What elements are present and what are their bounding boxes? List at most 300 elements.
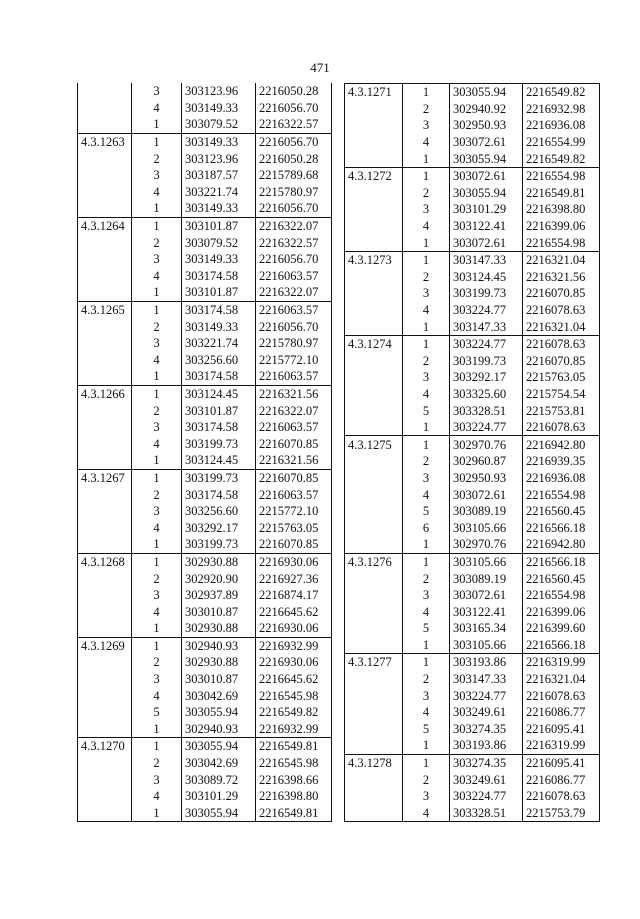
y-coordinate-cell: 2216398.80: [256, 788, 332, 805]
x-coordinate-cell: 303079.52: [182, 116, 256, 133]
parcel-id-cell: [78, 435, 132, 452]
parcel-id-cell: [78, 519, 132, 536]
table-row: [345, 285, 600, 302]
table-row: [78, 805, 332, 822]
y-coordinate-cell: 2216056.70: [256, 100, 332, 117]
y-coordinate-cell: 2216554.98: [523, 167, 600, 184]
table-row: [78, 486, 332, 503]
y-coordinate-cell: 2216063.57: [256, 419, 332, 436]
y-coordinate-cell: 2216930.06: [256, 620, 332, 637]
y-coordinate-cell: 2216322.07: [256, 284, 332, 301]
parcel-id-cell: [345, 721, 403, 738]
point-number-cell: 1: [132, 738, 182, 755]
x-coordinate-cell: 302940.92: [450, 101, 523, 118]
y-coordinate-cell: 2216070.85: [523, 353, 600, 370]
point-number-cell: 3: [153, 84, 160, 99]
table-row: [345, 771, 600, 788]
point-number-cell: 2: [422, 454, 430, 469]
point-number-cell: 4: [403, 805, 450, 822]
y-coordinate-cell: 2216566.18: [523, 553, 600, 570]
y-coordinate-cell: 2216321.04: [523, 251, 600, 268]
table-row: [345, 318, 600, 335]
y-coordinate-cell: 2216322.57: [256, 234, 332, 251]
table-row: [78, 687, 332, 704]
x-coordinate-cell: 303123.96: [182, 83, 256, 100]
x-coordinate-cell: 303174.58: [182, 419, 256, 436]
table-row: [78, 553, 332, 570]
y-coordinate-cell: 2216056.70: [256, 200, 332, 217]
y-coordinate-cell: 2216554.98: [523, 587, 600, 604]
x-coordinate-cell: 303055.94: [182, 738, 256, 755]
table-row: [345, 269, 600, 286]
x-coordinate-cell: 302930.88: [182, 654, 256, 671]
y-coordinate-cell: 2216070.85: [256, 435, 332, 452]
table-row: [78, 83, 332, 100]
table-row: [78, 184, 332, 201]
point-number-cell: 2: [422, 185, 430, 200]
point-number-cell: 3: [153, 772, 160, 787]
x-coordinate-cell: 303105.66: [450, 637, 523, 654]
parcel-id-cell: [78, 452, 132, 469]
point-number-cell: 1: [132, 469, 182, 486]
point-number-cell: 2: [153, 655, 160, 670]
point-number-cell: 2: [153, 151, 160, 166]
parcel-id-cell: [78, 687, 132, 704]
y-coordinate-cell: 2216398.66: [256, 771, 332, 788]
page-number: 471: [310, 60, 330, 75]
parcel-id-cell: [78, 335, 132, 352]
x-coordinate-cell: 303274.35: [450, 721, 523, 738]
y-coordinate-cell: 2216932.99: [256, 637, 332, 654]
y-coordinate-cell: 2216942.80: [523, 536, 600, 553]
point-number-cell: 1: [132, 553, 182, 570]
point-number-cell: 2: [422, 353, 430, 368]
parcel-id-cell: [345, 269, 403, 286]
table-row: [78, 519, 332, 536]
table-row: [345, 654, 600, 671]
table-row: [78, 268, 332, 285]
table-row: [345, 335, 600, 352]
y-coordinate-cell: 2216927.36: [256, 570, 332, 587]
parcel-id-cell: [345, 318, 403, 335]
table-row: [345, 201, 600, 218]
point-number-cell: 1: [153, 285, 160, 300]
point-number-cell: 3: [422, 688, 430, 703]
table-row: [78, 536, 332, 553]
x-coordinate-cell: 303089.72: [182, 771, 256, 788]
x-coordinate-cell: 303224.77: [450, 335, 523, 352]
parcel-id-cell: [345, 486, 403, 503]
y-coordinate-cell: 2216050.28: [256, 150, 332, 167]
point-number-cell: 1: [403, 654, 450, 671]
table-row: [78, 435, 332, 452]
coordinates-table-left: [77, 83, 332, 822]
parcel-id-cell: [78, 587, 132, 604]
parcel-id-cell: [78, 419, 132, 436]
table-row: [78, 570, 332, 587]
x-coordinate-cell: 303042.69: [182, 755, 256, 772]
point-number-cell: 1: [422, 235, 430, 250]
parcel-id-cell: 4.3.1270: [78, 738, 132, 755]
parcel-id-cell: [78, 755, 132, 772]
y-coordinate-cell: 2216063.57: [256, 486, 332, 503]
point-number-cell: 6: [422, 520, 430, 535]
y-coordinate-cell: 2216078.63: [523, 302, 600, 319]
x-coordinate-cell: 303101.87: [182, 284, 256, 301]
y-coordinate-cell: 2216399.06: [523, 603, 600, 620]
x-coordinate-cell: 303101.29: [182, 788, 256, 805]
y-coordinate-cell: 2216070.85: [256, 536, 332, 553]
point-number-cell: 2: [153, 487, 160, 502]
table-row: [345, 369, 600, 386]
parcel-id-cell: [345, 637, 403, 654]
point-number-cell: 3: [422, 118, 430, 133]
point-number-cell: 1: [132, 637, 182, 654]
y-coordinate-cell: 2216554.99: [523, 134, 600, 151]
point-number-cell: 3: [422, 202, 430, 217]
point-number-cell: 2: [153, 403, 160, 418]
y-coordinate-cell: 2216566.18: [523, 519, 600, 536]
table-row: [78, 116, 332, 133]
table-row: [345, 386, 600, 403]
parcel-id-cell: [78, 788, 132, 805]
x-coordinate-cell: 303224.77: [450, 788, 523, 805]
point-number-cell: 1: [132, 385, 182, 402]
y-coordinate-cell: 2215772.10: [256, 503, 332, 520]
parcel-id-cell: [345, 620, 403, 637]
x-coordinate-cell: 303079.52: [182, 234, 256, 251]
table-row: [345, 402, 600, 419]
point-number-cell: 1: [153, 369, 160, 384]
x-coordinate-cell: 303199.73: [450, 353, 523, 370]
y-coordinate-cell: 2216321.56: [523, 269, 600, 286]
point-number-cell: 1: [153, 537, 160, 552]
table-row: [78, 167, 332, 184]
parcel-id-cell: 4.3.1271: [345, 84, 403, 101]
y-coordinate-cell: 2216070.85: [523, 285, 600, 302]
table-row: [345, 737, 600, 754]
x-coordinate-cell: 303042.69: [182, 687, 256, 704]
parcel-id-cell: [345, 101, 403, 118]
x-coordinate-cell: 302960.87: [450, 453, 523, 470]
point-number-cell: 3: [153, 420, 160, 435]
point-number-cell: 1: [132, 133, 182, 150]
point-number-cell: 1: [422, 537, 430, 552]
point-number-cell: 1: [422, 738, 430, 753]
point-number-cell: 1: [403, 754, 450, 771]
table-row: [345, 134, 600, 151]
y-coordinate-cell: 2216545.98: [256, 687, 332, 704]
y-coordinate-cell: 2216063.57: [256, 368, 332, 385]
table-row: [345, 302, 600, 319]
x-coordinate-cell: 303105.66: [450, 519, 523, 536]
parcel-id-cell: 4.3.1278: [345, 754, 403, 771]
parcel-id-cell: [78, 620, 132, 637]
parcel-id-cell: [345, 369, 403, 386]
point-number-cell: 4: [422, 604, 430, 619]
y-coordinate-cell: 2216932.98: [523, 101, 600, 118]
table-row: [78, 671, 332, 688]
x-coordinate-cell: 303174.58: [182, 486, 256, 503]
parcel-id-cell: [345, 704, 403, 721]
table-row: [345, 637, 600, 654]
y-coordinate-cell: 2216554.98: [523, 234, 600, 251]
x-coordinate-cell: 303055.94: [182, 805, 256, 822]
x-coordinate-cell: 302950.93: [450, 117, 523, 134]
parcel-id-cell: [78, 570, 132, 587]
point-number-cell: 3: [422, 588, 430, 603]
table-row: [78, 150, 332, 167]
point-number-cell: 1: [132, 301, 182, 318]
table-row: [345, 620, 600, 637]
x-coordinate-cell: 303193.86: [450, 737, 523, 754]
x-coordinate-cell: 303199.73: [182, 435, 256, 452]
point-number-cell: 2: [422, 101, 430, 116]
table-row: [78, 335, 332, 352]
point-number-cell: 4: [153, 352, 160, 367]
parcel-id-cell: [78, 167, 132, 184]
parcel-id-cell: [345, 470, 403, 487]
x-coordinate-cell: 303072.61: [450, 234, 523, 251]
x-coordinate-cell: 302937.89: [182, 587, 256, 604]
point-number-cell: 3: [153, 336, 160, 351]
y-coordinate-cell: 2216063.57: [256, 268, 332, 285]
parcel-id-cell: [345, 771, 403, 788]
y-coordinate-cell: 2216545.98: [256, 755, 332, 772]
y-coordinate-cell: 2216874.17: [256, 587, 332, 604]
point-number-cell: 2: [153, 571, 160, 586]
x-coordinate-cell: 303072.61: [450, 587, 523, 604]
parcel-id-cell: [78, 805, 132, 822]
table-row: [345, 587, 600, 604]
parcel-id-cell: 4.3.1273: [345, 251, 403, 268]
y-coordinate-cell: 2216549.82: [256, 704, 332, 721]
table-row: [78, 738, 332, 755]
point-number-cell: 1: [153, 721, 160, 736]
parcel-id-cell: [78, 150, 132, 167]
x-coordinate-cell: 303105.66: [450, 553, 523, 570]
point-number-cell: 1: [422, 151, 430, 166]
parcel-id-cell: [345, 536, 403, 553]
parcel-id-cell: [345, 603, 403, 620]
point-number-cell: 1: [403, 335, 450, 352]
parcel-id-cell: [345, 402, 403, 419]
point-number-cell: 3: [153, 252, 160, 267]
parcel-id-cell: [78, 486, 132, 503]
table-row: [345, 721, 600, 738]
x-coordinate-cell: 303328.51: [450, 805, 523, 822]
point-number-cell: 1: [132, 217, 182, 234]
x-coordinate-cell: 303199.73: [450, 285, 523, 302]
y-coordinate-cell: 2216056.70: [256, 318, 332, 335]
point-number-cell: 1: [132, 805, 182, 822]
parcel-id-cell: 4.3.1274: [345, 335, 403, 352]
x-coordinate-cell: 303124.45: [182, 452, 256, 469]
parcel-id-cell: 4.3.1272: [345, 167, 403, 184]
x-coordinate-cell: 302950.93: [450, 470, 523, 487]
x-coordinate-cell: 303292.17: [182, 519, 256, 536]
table-row: [345, 570, 600, 587]
table-row: [345, 150, 600, 167]
table-row: [78, 603, 332, 620]
x-coordinate-cell: 303199.73: [182, 469, 256, 486]
y-coordinate-cell: 2216645.62: [256, 671, 332, 688]
table-row: [345, 251, 600, 268]
y-coordinate-cell: 2216549.82: [523, 84, 600, 101]
y-coordinate-cell: 2216056.70: [256, 251, 332, 268]
table-row: [78, 788, 332, 805]
parcel-id-cell: [345, 234, 403, 251]
x-coordinate-cell: 303122.41: [450, 603, 523, 620]
y-coordinate-cell: 2215780.97: [256, 335, 332, 352]
y-coordinate-cell: 2216930.06: [256, 654, 332, 671]
table-row: [78, 503, 332, 520]
x-coordinate-cell: 303123.96: [182, 150, 256, 167]
point-number-cell: 2: [153, 235, 160, 250]
table-row: [78, 133, 332, 150]
table-row: [78, 318, 332, 335]
y-coordinate-cell: 2216086.77: [523, 771, 600, 788]
table-row: [345, 687, 600, 704]
y-coordinate-cell: 2216078.63: [523, 788, 600, 805]
parcel-id-cell: 4.3.1277: [345, 654, 403, 671]
parcel-id-cell: 4.3.1268: [78, 553, 132, 570]
parcel-id-cell: 4.3.1265: [78, 301, 132, 318]
table-row: [345, 84, 600, 101]
point-number-cell: 1: [422, 319, 430, 334]
y-coordinate-cell: 2216549.82: [523, 150, 600, 167]
table-row: [78, 620, 332, 637]
x-coordinate-cell: 303292.17: [450, 369, 523, 386]
parcel-id-cell: 4.3.1276: [345, 553, 403, 570]
point-number-cell: 1: [153, 621, 160, 636]
table-row: [345, 536, 600, 553]
point-number-cell: 3: [153, 672, 160, 687]
coordinates-table-right: [344, 83, 600, 822]
table-row: [78, 234, 332, 251]
parcel-id-cell: [345, 419, 403, 436]
y-coordinate-cell: 2216939.35: [523, 453, 600, 470]
table-row: [345, 101, 600, 118]
parcel-id-cell: [78, 721, 132, 738]
y-coordinate-cell: 2216560.45: [523, 503, 600, 520]
x-coordinate-cell: 303101.87: [182, 217, 256, 234]
y-coordinate-cell: 2216070.85: [256, 469, 332, 486]
y-coordinate-cell: 2216399.60: [523, 620, 600, 637]
table-row: [345, 704, 600, 721]
parcel-id-cell: [78, 234, 132, 251]
parcel-id-cell: [78, 368, 132, 385]
table-row: [345, 553, 600, 570]
x-coordinate-cell: 303328.51: [450, 402, 523, 419]
table-row: [345, 453, 600, 470]
table-row: [345, 419, 600, 436]
x-coordinate-cell: 302940.93: [182, 637, 256, 654]
point-number-cell: 3: [153, 168, 160, 183]
table-row: [78, 469, 332, 486]
parcel-id-cell: [78, 603, 132, 620]
parcel-id-cell: 4.3.1263: [78, 133, 132, 150]
x-coordinate-cell: 303124.45: [450, 269, 523, 286]
table-row: [345, 353, 600, 370]
point-number-cell: 4: [422, 219, 430, 234]
x-coordinate-cell: 303174.58: [182, 268, 256, 285]
y-coordinate-cell: 2216319.99: [523, 654, 600, 671]
parcel-id-cell: [78, 251, 132, 268]
x-coordinate-cell: 303149.33: [182, 133, 256, 150]
point-number-cell: 1: [403, 84, 450, 101]
table-row: [345, 519, 600, 536]
table-row: [78, 721, 332, 738]
x-coordinate-cell: 303147.33: [450, 318, 523, 335]
point-number-cell: 4: [153, 688, 160, 703]
parcel-id-cell: [345, 453, 403, 470]
y-coordinate-cell: 2216936.08: [523, 470, 600, 487]
parcel-id-cell: [78, 284, 132, 301]
point-number-cell: 1: [403, 251, 450, 268]
x-coordinate-cell: 303224.77: [450, 687, 523, 704]
parcel-id-cell: [345, 285, 403, 302]
table-row: [345, 234, 600, 251]
parcel-id-cell: [345, 201, 403, 218]
y-coordinate-cell: 2216549.81: [523, 185, 600, 202]
x-coordinate-cell: 303256.60: [182, 503, 256, 520]
parcel-id-cell: [345, 805, 403, 822]
x-coordinate-cell: 303072.61: [450, 167, 523, 184]
table-row: [78, 704, 332, 721]
x-coordinate-cell: 303089.19: [450, 570, 523, 587]
y-coordinate-cell: 2216942.80: [523, 436, 600, 453]
point-number-cell: 2: [422, 672, 430, 687]
parcel-id-cell: [345, 185, 403, 202]
x-coordinate-cell: 303089.19: [450, 503, 523, 520]
table-row: [78, 452, 332, 469]
table-row: [78, 755, 332, 772]
x-coordinate-cell: 303149.33: [182, 251, 256, 268]
table-row: [78, 251, 332, 268]
table-row: [78, 587, 332, 604]
table-row: [345, 185, 600, 202]
x-coordinate-cell: 303274.35: [450, 754, 523, 771]
x-coordinate-cell: 303072.61: [450, 486, 523, 503]
x-coordinate-cell: 303149.33: [182, 100, 256, 117]
y-coordinate-cell: 2216078.63: [523, 687, 600, 704]
parcel-id-cell: [345, 570, 403, 587]
parcel-id-cell: [345, 503, 403, 520]
parcel-id-cell: [78, 771, 132, 788]
point-number-cell: 4: [422, 303, 430, 318]
x-coordinate-cell: 303055.94: [450, 150, 523, 167]
x-coordinate-cell: 303165.34: [450, 620, 523, 637]
parcel-id-cell: [345, 302, 403, 319]
parcel-id-cell: [345, 218, 403, 235]
parcel-id-cell: [345, 519, 403, 536]
y-coordinate-cell: 2216322.07: [256, 402, 332, 419]
x-coordinate-cell: 303174.58: [182, 368, 256, 385]
y-coordinate-cell: 2216549.81: [256, 738, 332, 755]
y-coordinate-cell: 2216078.63: [523, 419, 600, 436]
table-row: [345, 470, 600, 487]
y-coordinate-cell: 2216560.45: [523, 570, 600, 587]
x-coordinate-cell: 302970.76: [450, 436, 523, 453]
point-number-cell: 3: [153, 504, 160, 519]
x-coordinate-cell: 303193.86: [450, 654, 523, 671]
point-number-cell: 1: [153, 201, 160, 216]
parcel-id-cell: [345, 788, 403, 805]
y-coordinate-cell: 2216086.77: [523, 704, 600, 721]
y-coordinate-cell: 2216322.07: [256, 217, 332, 234]
x-coordinate-cell: 303174.58: [182, 301, 256, 318]
